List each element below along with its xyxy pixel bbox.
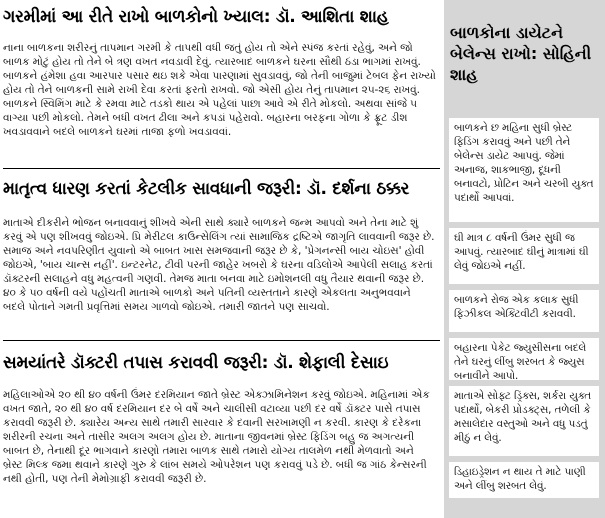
article-title: સમયાંતરે ડૉક્ટરી તપાસ કરાવવી જરૂરી: ડૉ. શેફાલી દેસાઇ <box>3 353 389 373</box>
article-title: માતૃત્વ ધારણ કરતાં કેટલીક સાવધાની જરૂરી: ડૉ. દર્શના ઠક્કર <box>3 179 410 199</box>
article-body: મહિલાઓએ ૨૦ થી ૪૦ વર્ષની ઉંમર દરમિયાન જાતે બ્રેસ્ટ એક્ઝામિનેશન કરવું જોઇએ. મહિનામાં એક વખત જાતે, ૨૦ થી ૪૦ વર્ષ દરમિયાન દર બે વર્ષે અને ચાલીસી વટાવ્યા પછી દર વર્ષે ડૉક્ટર પાસે તપાસ કરાવવી જરૂરી છે. ક્યારેય અન્ય સાથે તમારી સારવાર કે દવાની સરખામણી ન કરવી. કારણ કે દરેકના શરીરની રચના અને તાસીર અલગ અલગ હોય છે. માતાના જીવનમાં બ્રેસ્ટ ફિડિંગ બહુ જ અગત્યની બાબત છે, તેનાથી દૂર ભાગવાને કારણો તમારા બાળક સાથે તમારો યોગ્ય તાલમેળ નથી મેળવાતો અને બ્રેસ્ટ મિલ્ક જમા થવાને કારણે ગુરુ કે લાંબ સમયે ઓપરેશન પણ કરાવવું પડે છે. બધી જ ગાંઠ કેન્સરની નથી હોતી, પણ તેની મેમોગ્રાફી કરાવવી જરૂરી છે. <box>3 389 430 485</box>
article-motherhood-precautions <box>0 178 440 314</box>
article-summer-child-care <box>0 6 440 139</box>
article-divider <box>3 340 440 341</box>
tip-box: બહારના પેકેટ જ્યુસીસના બદલે તેને ઘરનું લીંબુ શરબત કે જ્યુસ બનાવીને આપો. <box>449 338 599 380</box>
tip-box: બાળકને છ મહિના સુધી બ્રેસ્ટ ફિડિંગ કરાવવું અને પછી તેને બેલેન્સ ડાયેટ આપવું. જેમાં અનાજ, શાકભાજી, દૂધની બનાવટો, પ્રોટિન અને ચરબી યુક્ત પદાર્થો આપવાં. <box>449 118 599 222</box>
sidebar-diet-tips <box>444 0 605 518</box>
tip-box: ડિહાઇડ્રેશન ન થાય તે માટે પાણી અને લીંબુ શરબત લેવું. <box>449 462 599 498</box>
sidebar-title: બાળકોના ડાયેટને બેલેન્સ રાખો: સોહિની શાહ <box>450 23 592 84</box>
article-body: માતાએ દીકરીને ભોજન બનાવવાનું શીખવે એની સાથે ક્યારે બાળકને જન્મ આપવો અને તેના માટે શું કરવું એ પણ શીખવવું જોઇએ. પ્રિ મેરીટલ કાઉન્સેલિંગ ત્યાં સામાજિક દ્રષ્ટિએ જાગૃતિ લાવવાની જરૂર છે. સમાજ અને નવપરિણીત યુવાનો એ બાબત ખાસ સમજવાની જરૂર છે કે, 'પ્રેગનન્સી બાય ચોઇસ' હોવી જોઇએ, 'બાય ચાન્સ નહીં'. ઇન્ટરનેટ, ટીવી પરની જાહેર ખબરો કે ઘરના વડિલોએ આપેલી સલાહ કરતાં ડૉક્ટરની સલાહને વધુ મહત્વની ગણવી. તેમજ માતા બનવા માટે ઇમોશનલી વધુ તૈયાર થવાની જરૂર છે. ૪૦ કે ૫૦ વર્ષની વયે પહોંચતી માતાએ બાળકો અને પતિની વ્યસ્તતાને કારણે એકલતા અનુભવવાને બદલે પોતાને ગમતી પ્રવૃત્તિમાં સમય ગાળવો જોઇએ. તમારી જાતને પણ સાચવો. <box>3 217 435 313</box>
article-divider <box>3 168 440 169</box>
article-medical-checkup <box>0 352 440 486</box>
tip-box: બાળકને રોજ એક કલાક સુધી ફિઝીકલ એક્ટિવીટી કરાવવી. <box>449 290 599 332</box>
tip-box: માતાએ સોફ્ટ ડ્રિંક્સ, શર્કરા યુક્ત પદાર્થો, બેકરી પ્રોડક્ટ્સ, તળેલી કે મસાલેદાર વસ્તુઓ અને વધુ પડતું મીઠું ન લેવું. <box>449 386 599 456</box>
article-title: ગરમીમાં આ રીતે રાખો બાળકોનો ખ્યાલ: ડૉ. આશિતા શાહ <box>3 7 389 27</box>
tip-box: ઘી માત્ર ૮ વર્ષની ઉંમર સુધી જ આપવું. ત્યારબાદ ઘીનું માત્રામાં ઘી લેવું જોઇએ નહીં. <box>449 228 599 284</box>
article-body: નાના બાળકના શરીરનું તાપમાન ગરમી કે તાપથી વધી જતું હોય તો એને સ્પંજ કરતાં રહેવું, અને જો બાળક મોટું હોય તો તેને બે ત્રણ વખત નવડાવી દેવું. ત્યારબાદ બાળકને ઘરના સૌથી ઠંડા ભાગમાં રાખવું. બાળકને હંમેશા હવા આરપાર પસાર થઇ શકે એવા પારણામાં સુવડાવવું, જો તેની બાજુમાં ટેબલ ફેન રાખ્યો હોય તો તેને બાળકની સામે રાખી દેવા કરતાં ફરતો રાખવો. જો એસી હોય તેનું તાપમાન ૨૫-૨૬ રાખવું. બાળકને સ્વિમિંગ માટે કે રમવા માટે તડકો થાય એ પહેલાં પાછા આવે એ રીતે મોકલો. અથવા સાંજે ૫ વાગ્યા પછી મોકલો. તેમને બધી વખત ઢીલા અને કપડાં પહેરાવો. બહારના બરફના ગોળા કે ફ્રૂટ ડીશ ખવડાવવાને બદલે બાળકને ઘરમાં તાજા ફળો ખવડાવવાં. <box>3 42 436 138</box>
